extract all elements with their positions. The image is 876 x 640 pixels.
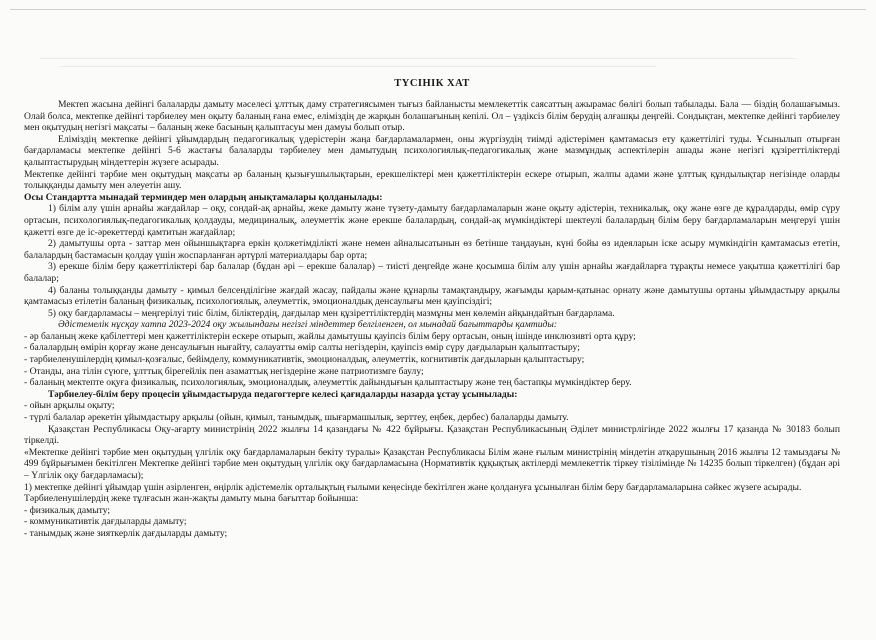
bleed-through-line [40, 58, 796, 59]
paragraph-development-areas: Тәрбиеленушілердің жеке тұлғасын жан-жақты дамыту мына бағыттар бойынша: [24, 493, 359, 505]
direction-item: - әр баланың жеке қабілеттері мен қажеттіліктерін ескере отырып, жайлы дамытушы қауіпсіз білім беру ортасын, оның ішінде инклюзивті орта құру; [24, 330, 636, 342]
paragraph-directions-heading: Әдістемелік нұсқау хатпа 2023-2024 оқу жылындағы негізгі міндеттер белгіленген, ол мынадай бағыттарды қамтиды: [58, 319, 558, 331]
term-item-1: 1) білім алу үшін арнайы жағдайлар – оқу, сондай-ақ арнайы, жеке дамыту және түзету-дамыту бағдарламаларын және оқыту әдістерін, техникалық, оқу және өзге де құралдарды, өмір сүру ортасын, психологиялық-педагогикалық қолдауды, медициналық, әлеуметтік және ерекше балалардың, сондай-ақ мүмкіндіктері шектеулі балалардың білім беру бағдарламаларын меңгеруі үшін қажетті өзге де іс-әрекеттерді қамтитын жағдайлар; [24, 203, 840, 238]
term-item-5: 5) оқу бағдарламасы – меңгерілуі тиіс білім, біліктердің, дағдылар мен құзіреттіліктердің мазмұны мен көлемін айқындайтын бағдарлама. [48, 307, 615, 319]
document-title: ТҮСІНІК ХАТ [394, 78, 470, 89]
paragraph-standard-program: «Мектепке дейінгі тәрбие мен оқытудың үлгілік оқу бағдарламаларын бекіту туралы» Қазақстан Республикасы Білім және ғылым министрінің міндетін атқарушының 2016 жылғы 12 тамыздағы № 499 бұйрығымен бекітілген Мектепке дейінгі тәрбие мен оқытудың үлгілік оқу бағдарламасына (Нормативтік құқықтық актілерді мемлекеттік тіркеу тізілімінде № 14235 болып тіркелген) (бұдан әрі – Үлгілік оқу бағдарламасы); [24, 446, 840, 481]
direction-item: - баланың мектепте оқуға физикалық, психологиялық, эмоционалдық, әлеуметтік дайындығын қалыптастыру және тең бастапқы мүмкіндіктер беру. [24, 377, 632, 389]
term-item-3: 3) ерекше білім беру қажеттіліктері бар балалар (бұдан әрі – ерекше балалар) – тиісті деңгейде және қосымша білім алу үшін арнайы жағдайларға тұрақты немесе уақытша қажеттілігі бар балалар; [24, 261, 840, 284]
bleed-through-line [60, 66, 656, 67]
page-top-edge [10, 9, 866, 10]
paragraph-goal: Мектепке дейінгі тәрбие мен оқытудың мақсаты әр баланың қызығушылықтарын, ерекшеліктері мен қажеттіліктерін ескере отырып, жалпы адами және ұлттық құндылықтар негізінде оларды толыққанды дамыту мен әлеуетін ашу. [24, 168, 840, 192]
term-item-4: 4) баланы толыққанды дамыту - қимыл белсенділігіне жағдай жасау, пайдалы және құнарлы тамақтандыру, жағымды қарым-қатынас орнату және дамытушы ортаны ұйымдастыру арқылы қамтамасыз етілетін баланың физикалық, психологиялық, әлеуметтік, эмоционалдық денсаулығы мен қауіпсіздігі; [24, 284, 840, 308]
direction-item: - тәрбиеленушілердің қимыл-қозғалыс, бейімделу, коммуникативтік, эмоционалдық, әлеуметтік, когнитивтік дағдыларын қалыптастыру; [24, 354, 585, 366]
paragraph-order: Қазақстан Республикасы Оқу-ағарту министрінің 2022 жылғы 14 қазандағы № 422 бұйрығы. Қазақстан Республикасының Әділет министрлігінде 2022 жылғы 17 қазанда № 30183 болып тіркелді. [24, 423, 840, 447]
direction-item: - балалардың өмірін қорғау және денсаулығын нығайту, салауатты өмір салты негіздерін, қауіпсіз өмір сүру дағдыларын қалыптастыру; [24, 342, 580, 354]
development-area-item: - физикалық дамыту; [24, 504, 111, 516]
principle-item: - ойын арқылы оқыту; [24, 400, 115, 412]
term-item-2: 2) дамытушы орта - заттар мен ойыншықтарға еркін қолжетімділікті және немен айналысатынын өз бетінше таңдауын, күні бойы өз идеяларын іске асыру мүмкіндігін қамтамасыз ететін, балалардың бастамасын қолдау үшін жоспарланған әртүрлі материалдары бар орта; [24, 238, 840, 261]
paragraph-principles-heading: Тәрбиелеу-білім беру процесін ұйымдастыруда педагогтерге келесі қағидаларды назарда ұстау ұсынылады: [48, 388, 518, 400]
paragraph-terms-heading: Осы Стандартта мынадай терминдер мен олардың анықтамалары қолданылады: [24, 191, 383, 203]
development-area-item: - коммуникативтік дағдыларды дамыту; [24, 516, 187, 528]
paragraph-programs: Еліміздің мектепке дейінгі ұйымдардың педагогикалық үдерістерін жаңа бағдарламалармен, оны жүргізудің тиімді әдістерімен қамтамасыз ету қажеттілігі туды. Ұсынылып отырған бағдарламасы мектепке дейінгі 5-6 жастағы балаларды тәрбиелеу мен дамытудың психологиялық-педагогикалық және мазмұндық аспектілерін ашады және негізгі құзіреттіліктерді қалыптастырудың міндеттерін жүзеге асырады. [24, 133, 840, 168]
principle-item: - түрлі балалар әрекетін ұйымдастыру арқылы (ойын, қимыл, танымдық, шығармашылық, зерттеу, еңбек, дербес) балаларды дамыту. [24, 412, 569, 424]
development-area-item: - танымдық және зияткерлік дағдыларды дамыту; [24, 527, 228, 539]
paragraph-intro: Мектеп жасына дейінгі балаларды дамыту мәселесі ұлттық даму стратегиясымен тығыз байланысты мемлекеттік саясаттың ажырамас бөлігі болып табылады. Бала — біздің болашағымыз. Олай болса, мектепке дейінгі тәрбиелеу мен оқыту баланың ғана емес, еліміздің де жарқын болашағының кепілі. Ол – үздіксіз білім берудің алғашқы деңгейі. Сондықтан, мектепке дейінгі тәрбиелеу мен оқытудың негізгі мақсаты – баланың жеке басының қалыптасуы мен дамуы болып отыр. [24, 99, 840, 134]
direction-item: - Отанды, ана тілін сүюге, ұлттық бірегейлік пен азаматтық негіздеріне және патриотизмге баулу; [24, 365, 424, 377]
paragraph-regional-programs: 1) мектепке дейінгі ұйымдар үшін әзірленген, өңірлік әдістемелік орталықтың ғылыми кеңесінде бекітілген және қолдануға ұсынылған білім беру бағдарламаларына сәйкес жүзеге асырады. [24, 481, 802, 493]
